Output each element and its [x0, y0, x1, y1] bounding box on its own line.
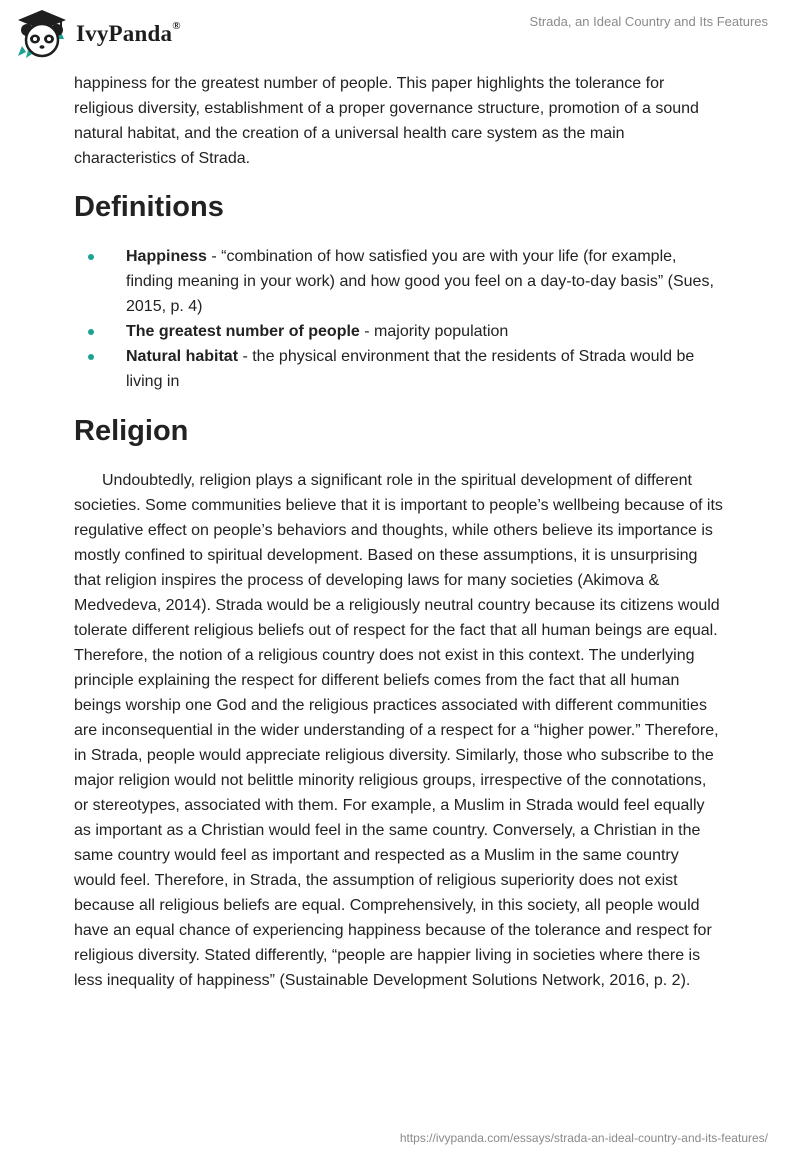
source-url-link[interactable]: https://ivypanda.com/essays/strada-an-ideal-country-and-its-features/: [399, 1131, 768, 1145]
page-header: [0, 0, 800, 70]
list-item: [74, 244, 724, 319]
ivypanda-logo[interactable]: [14, 8, 181, 60]
definitions-heading: Definitions: [74, 191, 224, 223]
bullet-icon: [88, 254, 94, 260]
definition-text: - “combination of how satisfied you are with your life (for example, finding meaning in your work) and how good you feel on a day-to-day basis” (Sues, 2015, p. 4): [126, 248, 714, 315]
definition-term: Natural habitat: [126, 348, 239, 365]
list-item: [74, 319, 724, 344]
definition-term: The greatest number of people: [126, 323, 360, 340]
definition-term: Happiness: [126, 248, 207, 265]
list-item: [74, 344, 724, 394]
essay-content: [74, 71, 724, 993]
definition-text: - majority population: [359, 323, 509, 340]
panda-graduate-icon: [14, 8, 70, 60]
definition-text: - the physical environment that the residents of Strada would be living in: [126, 348, 695, 390]
brand-name: IvyPanda®: [76, 20, 181, 46]
document-title: Strada, an Ideal Country and Its Features: [529, 14, 768, 29]
bullet-icon: [88, 354, 94, 360]
bullet-icon: [88, 329, 94, 335]
intro-paragraph: happiness for the greatest number of people. This paper highlights the tolerance for religious diversity, establishment of a proper governance structure, promotion of a sound natural habitat, and the creation of a universal health care system as the main characteristics of Strada.: [74, 75, 699, 167]
religion-heading: Religion: [74, 415, 189, 447]
definitions-list: [74, 244, 724, 394]
religion-paragraph: Undoubtedly, religion plays a significant role in the spiritual development of different societies. Some communities believe that it is important to people’s wellbeing because of its regulative effect on people’s behaviors and thoughts, while others believe its importance is mostly confined to spiritual development. Based on these assumptions, it is unsurprising that religion inspires the process of developing laws for many societies (Akimova & Medvedeva, 2014). Strada would be a religiously neutral country because its citizens would tolerate different religious beliefs out of respect for the fact that all human beings are equal. Therefore, the notion of a religious country does not exist in this context. The underlying principle explaining the respect for different beliefs comes from the fact that all human beings worship one God and the religious practices associated with different communities are inconsequential in the wider understanding of a respect for a “higher power.” Therefore, in Strada, people would appreciate religious diversity. Similarly, those who subscribe to the major religion would not belittle minority religious groups, irrespective of the connotations, or stereotypes, associated with them. For example, a Muslim in Strada would feel equally as important as a Christian would feel in the same country. Conversely, a Christian in the same country would feel as important and respected as a Muslim in the same country would feel. Therefore, in Strada, the assumption of religious superiority does not exist because all religious beliefs are equal. Comprehensively, in this society, all people would have an equal chance of experiencing happiness because of the tolerance and respect for religious diversity. Stated differently, “people are happier living in societies where there is less inequality of happiness” (Sustainable Development Solutions Network, 2016, p. 2).: [74, 472, 723, 989]
